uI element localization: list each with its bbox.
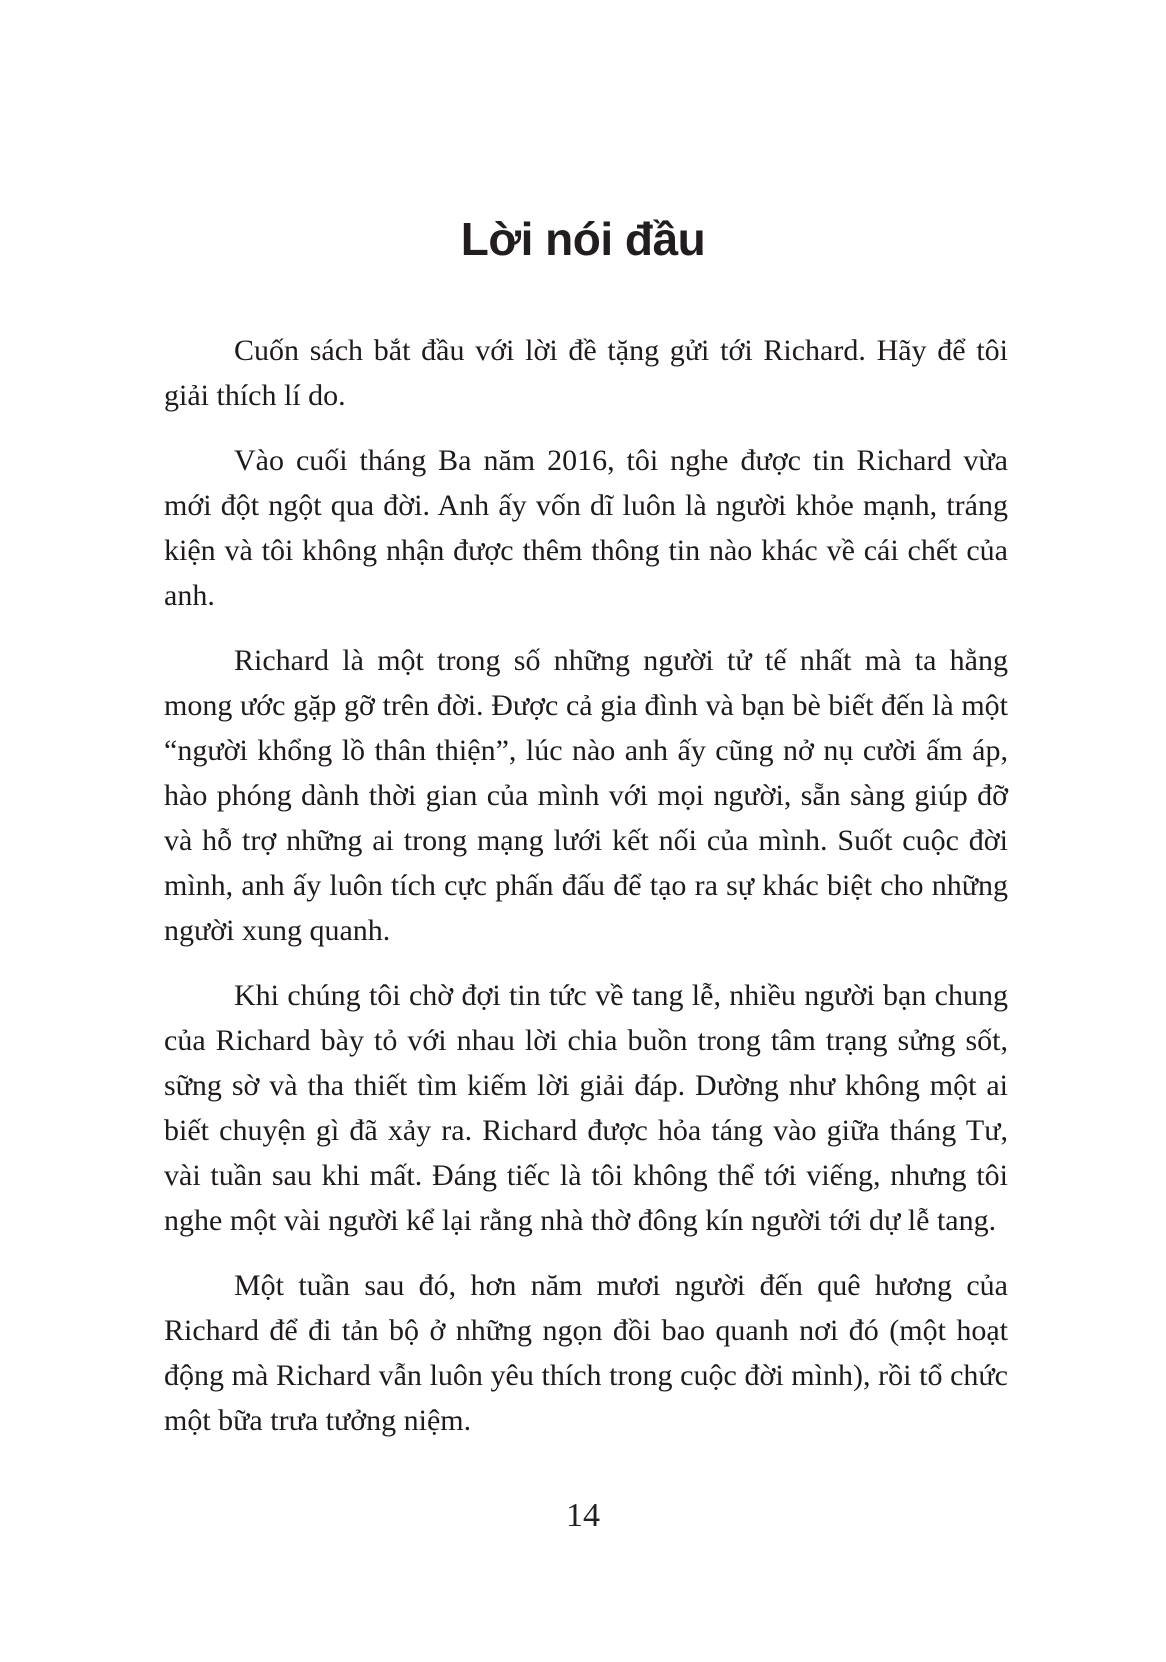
- paragraph-4: Khi chúng tôi chờ đợi tin tức về tang lễ, nhiều người bạn chung của Richard bày tỏ với nhau lời chia buồn trong tâm trạng sửng sốt, sững sờ và tha thiết tìm kiếm lời giải đáp. Dường như không một ai biết chuyện gì đã xảy ra. Richard được hỏa táng vào giữa tháng Tư, vài tuần sau khi mất. Đáng tiếc là tôi không thể tới viếng, nhưng tôi nghe một vài người kể lại rằng nhà thờ đông kín người tới dự lễ tang.: [164, 979, 1008, 1237]
- page-body: [0, 328, 1166, 1443]
- paragraph-2: Vào cuối tháng Ba năm 2016, tôi nghe được tin Richard vừa mới đột ngột qua đời. Anh ấy vốn dĩ luôn là người khỏe mạnh, tráng kiện và tôi không nhận được thêm thông tin nào khác về cái chết của anh.: [164, 444, 1008, 612]
- paragraph-1: Cuốn sách bắt đầu với lời đề tặng gửi tới Richard. Hãy để tôi giải thích lí do.: [164, 334, 1008, 412]
- paragraph-3: Richard là một trong số những người tử tế nhất mà ta hằng mong ước gặp gỡ trên đời. Được cả gia đình và bạn bè biết đến là một “người khổng lồ thân thiện”, lúc nào anh ấy cũng nở nụ cười ấm áp, hào phóng dành thời gian của mình với mọi người, sẵn sàng giúp đỡ và hỗ trợ những ai trong mạng lưới kết nối của mình. Suốt cuộc đời mình, anh ấy luôn tích cực phấn đấu để tạo ra sự khác biệt cho những người xung quanh.: [164, 644, 1008, 947]
- page-title: Lời nói đầu: [460, 213, 706, 265]
- paragraph-5: Một tuần sau đó, hơn năm mươi người đến quê hương của Richard để đi tản bộ ở những ngọn đồi bao quanh nơi đó (một hoạt động mà Richard vẫn luôn yêu thích trong cuộc đời mình), rồi tổ chức một bữa trưa tưởng niệm.: [164, 1269, 1008, 1437]
- page-number: 14: [566, 1497, 600, 1534]
